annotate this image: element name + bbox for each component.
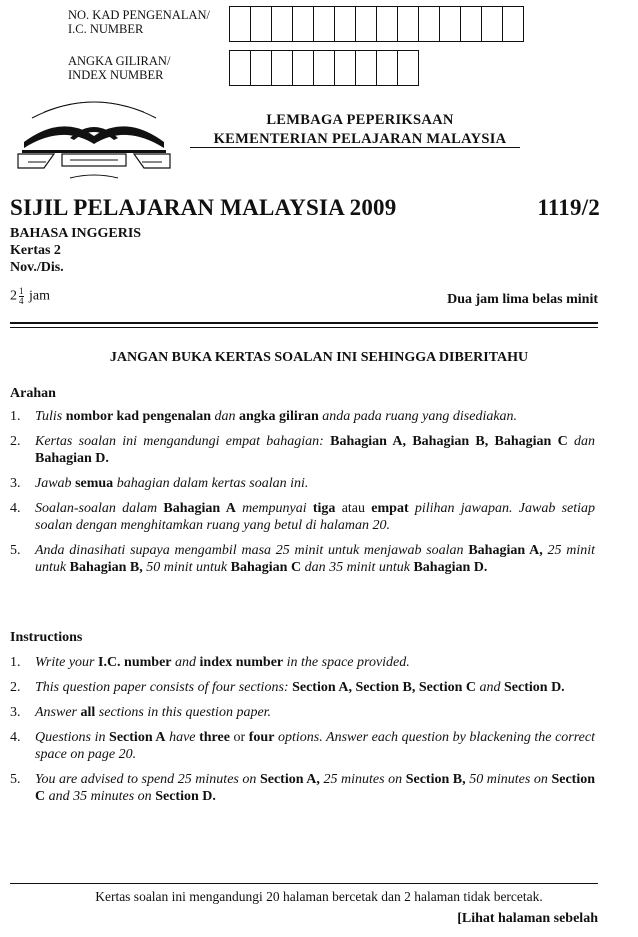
next-page-note: [Lihat halaman sebelah [457,911,598,926]
exam-code: 1119/2 [537,195,600,220]
organisation-name: LEMBAGA PEPERIKSAAN KEMENTERIAN PELAJARAN MALAYSIA [213,112,507,147]
arahan-heading: Arahan [10,386,56,401]
list-item: 1. Tulis nombor kad pengenalan dan angka giliran anda pada ruang yang disediakan. [10,409,518,424]
list-item: 4. Questions in Section A have three or four options. Answer each question by blackening the correct space on page 20. [10,730,595,762]
instructions-list [10,654,595,811]
list-item: 3. Jawab semua bahagian dalam kertas soalan ini. [10,476,309,491]
index-number-boxes[interactable] [230,50,419,86]
instructions-heading: Instructions [10,630,83,645]
ic-number-boxes[interactable] [230,6,524,42]
list-item: 1. Write your I.C. number and index number in the space provided. [10,655,410,670]
list-item: 5. Anda dinasihati supaya mengambil masa 25 minit untuk menjawab soalan Bahagian A, 25 minit untuk Bahagian B, 50 minit untuk Bahagian C dan 35 minit untuk Bahagian D. [10,543,596,575]
organisation-underline [190,147,520,148]
footer-divider [10,883,598,884]
session: Nov./Dis. [10,260,64,275]
list-item: 4. Soalan-soalan dalam Bahagian A mempunyai tiga atau empat pilihan jawapan. Jawab setiap soalan dengan menghitamkan ruang yang betul di halaman 20. [10,501,596,533]
list-item: 5. You are advised to spend 25 minutes on Section A, 25 minutes on Section B, 50 minutes on Section C and 35 minutes on Section D. [10,772,595,804]
duration-fraction: $\frac{1}{4}$ [19,286,24,306]
exam-title: SIJIL PELAJARAN MALAYSIA 2009 [10,195,397,220]
list-item: 2. Kertas soalan ini mengandungi empat bahagian: Bahagian A, Bahagian B, Bahagian C dan Bahagian D. [10,434,595,466]
divider-top-2 [10,327,598,328]
arahan-list [10,408,595,582]
exam-details [10,225,141,276]
warning-text: JANGAN BUKA KERTAS SOALAN INI SEHINGGA DIBERITAHU [109,350,529,365]
list-item: 2. This question paper consists of four sections: Section A, Section B, Section C and Section D. [10,680,565,695]
index-number-label: ANGKA GILIRAN/ INDEX NUMBER [68,54,171,82]
divider-top [10,322,598,324]
subject: BAHASA INGGERIS [10,226,142,241]
paper: Kertas 2 [10,243,61,258]
duration-words: Dua jam lima belas minit [447,292,598,307]
duration: 2 $\frac{1}{4}$ jam [10,286,50,306]
ic-number-label: NO. KAD PENGENALAN/ I.C. NUMBER [68,8,211,36]
footer-page-count: Kertas soalan ini mengandungi 20 halaman bercetak dan 2 halaman tidak bercetak. [95,889,543,904]
list-item: 3. Answer all sections in this question paper. [10,705,272,720]
lembaga-peperiksaan-logo-icon [14,92,174,184]
